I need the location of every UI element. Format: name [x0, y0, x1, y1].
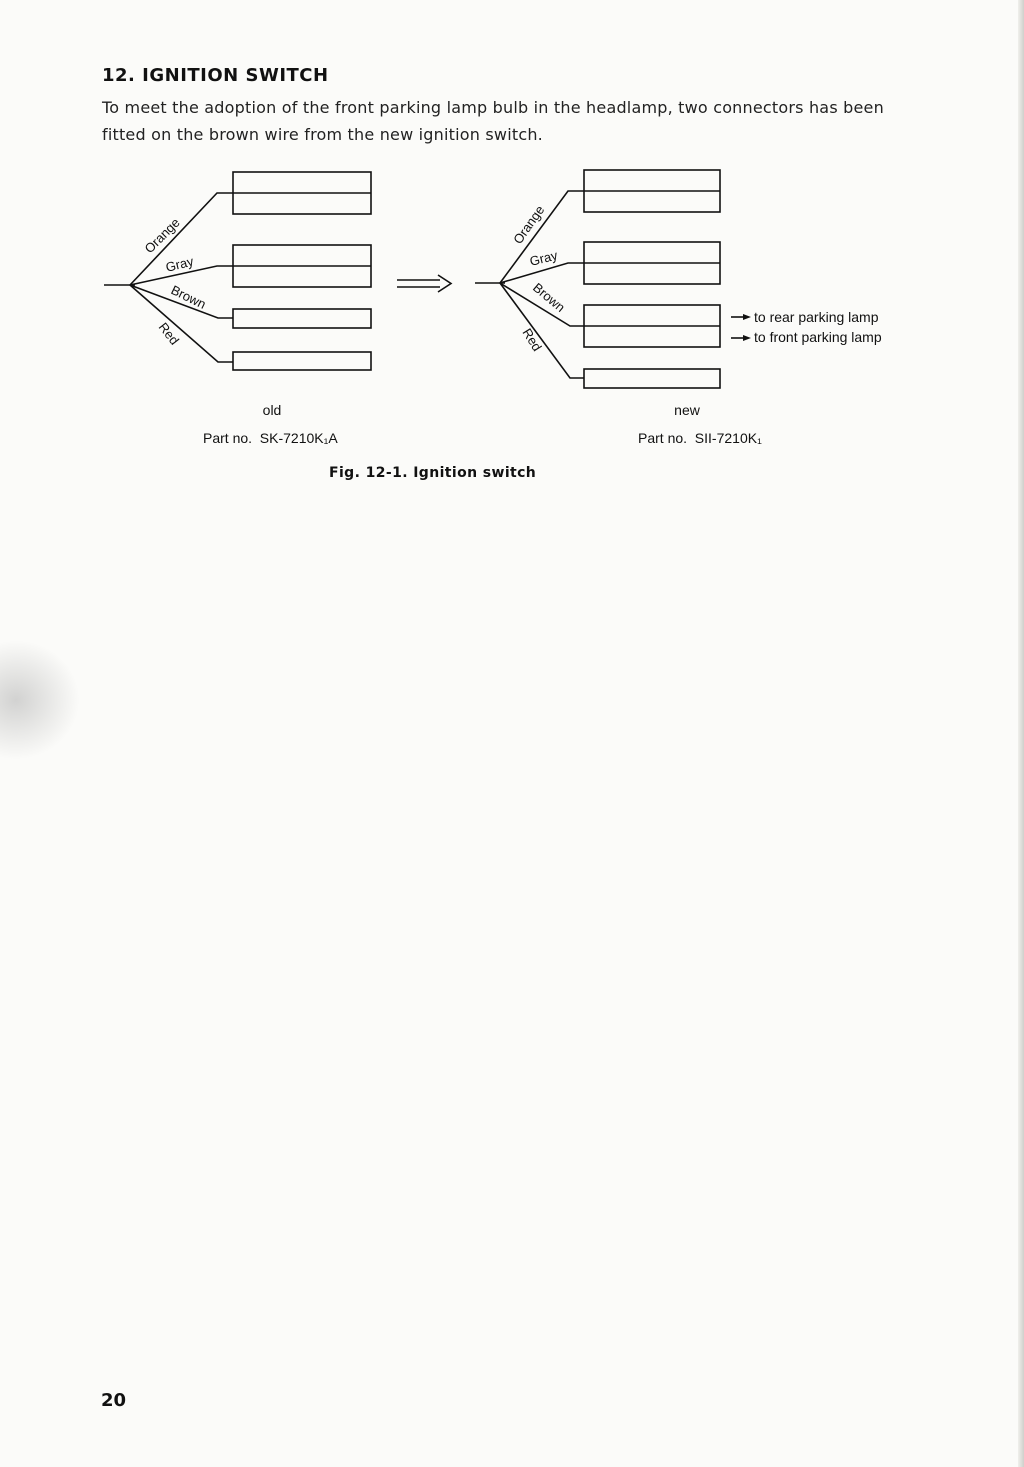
- old-wire-label-red: Red: [155, 319, 183, 348]
- page-edge: [1018, 0, 1024, 1467]
- new-part-number: Part no. SII-7210K₁: [638, 430, 762, 446]
- page-number: 20: [101, 1390, 127, 1411]
- transition-arrow: [397, 275, 451, 292]
- note-rear-parking-lamp: to rear parking lamp: [754, 309, 879, 325]
- old-wire-label-brown: Brown: [168, 282, 209, 312]
- section-title: 12. IGNITION SWITCH: [102, 65, 329, 86]
- figure-caption: Fig. 12-1. Ignition switch: [329, 465, 537, 481]
- old-connector-brown: [233, 309, 371, 328]
- new-wire-label-gray: Gray: [528, 247, 560, 269]
- old-connector-red: [233, 352, 371, 370]
- new-connector-red: [584, 369, 720, 388]
- note-arrows: [731, 317, 745, 338]
- old-connectors: [233, 172, 371, 370]
- new-wire-label-red: Red: [519, 325, 545, 354]
- new-wire-label-brown: Brown: [530, 279, 568, 315]
- old-wire-label-gray: Gray: [164, 253, 196, 275]
- ignition-switch-diagram: [0, 150, 1000, 460]
- new-label: new: [674, 402, 700, 418]
- section-body: To meet the adoption of the front parking lamp bulb in the headlamp, two connectors has been fitted on the brown wire from the new ignition switch.: [102, 98, 884, 144]
- scan-smudge: [0, 640, 80, 760]
- old-label: old: [262, 402, 282, 418]
- new-wire-label-orange: Orange: [510, 202, 548, 247]
- new-connectors: [584, 170, 720, 388]
- note-front-parking-lamp: to front parking lamp: [754, 329, 882, 345]
- old-wire-label-orange: Orange: [141, 214, 183, 257]
- old-part-number: Part no. SK-7210K₁A: [203, 430, 338, 446]
